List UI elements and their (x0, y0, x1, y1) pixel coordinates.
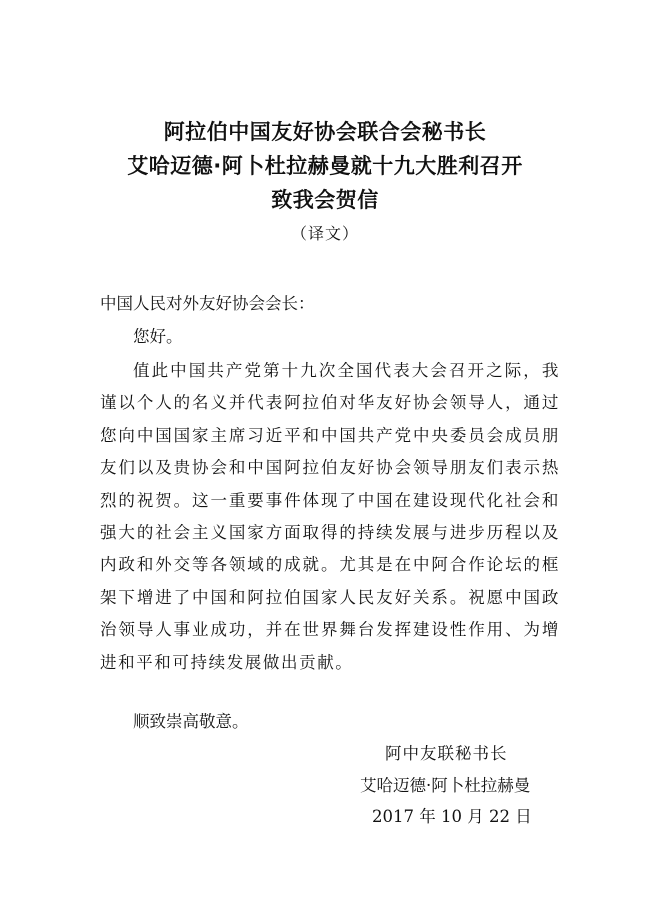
title-line-2: 艾哈迈德·阿卜杜拉赫曼就十九大胜利召开 (127, 154, 523, 178)
greeting: 您好。 (133, 327, 183, 346)
signature-name: 艾哈迈德·阿卜杜拉赫曼 (360, 776, 531, 795)
translation-note: （译文） (290, 224, 359, 243)
signature-position: 阿中友联秘书长 (385, 744, 508, 763)
salutation: 中国人民对外友好协会会长： (100, 294, 315, 313)
body-paragraph: 值此中国共产党第十九次全国代表大会召开之际，我谨以个人的名义并代表阿拉伯对华友好协会领导人，通过您向中国国家主席习近平和中国共产党中央委员会成员朋友们以及贵协会和中国阿拉伯友好协会领导朋友们表示热烈的祝贺。这一重要事件体现了中国在建设现代化社会和强大的社会主义国家方面取得的持续发展与进步历程以及内政和外交等各领域的成就。尤其是在中阿合作论坛的框架下增进了中国和阿拉伯国家人民友好关系。祝愿中国政治领导人事业成功，并在世界舞台发挥建设性作用、为增进和平和可持续发展做出贡献。 (100, 361, 560, 672)
title-line-3: 致我会贺信 (271, 188, 379, 212)
closing: 顺致崇高敬意。 (133, 712, 249, 731)
signature-date: 2017 年 10 月 22 日 (372, 807, 532, 826)
title-line-1: 阿拉伯中国友好协会联合会秘书长 (163, 120, 487, 144)
